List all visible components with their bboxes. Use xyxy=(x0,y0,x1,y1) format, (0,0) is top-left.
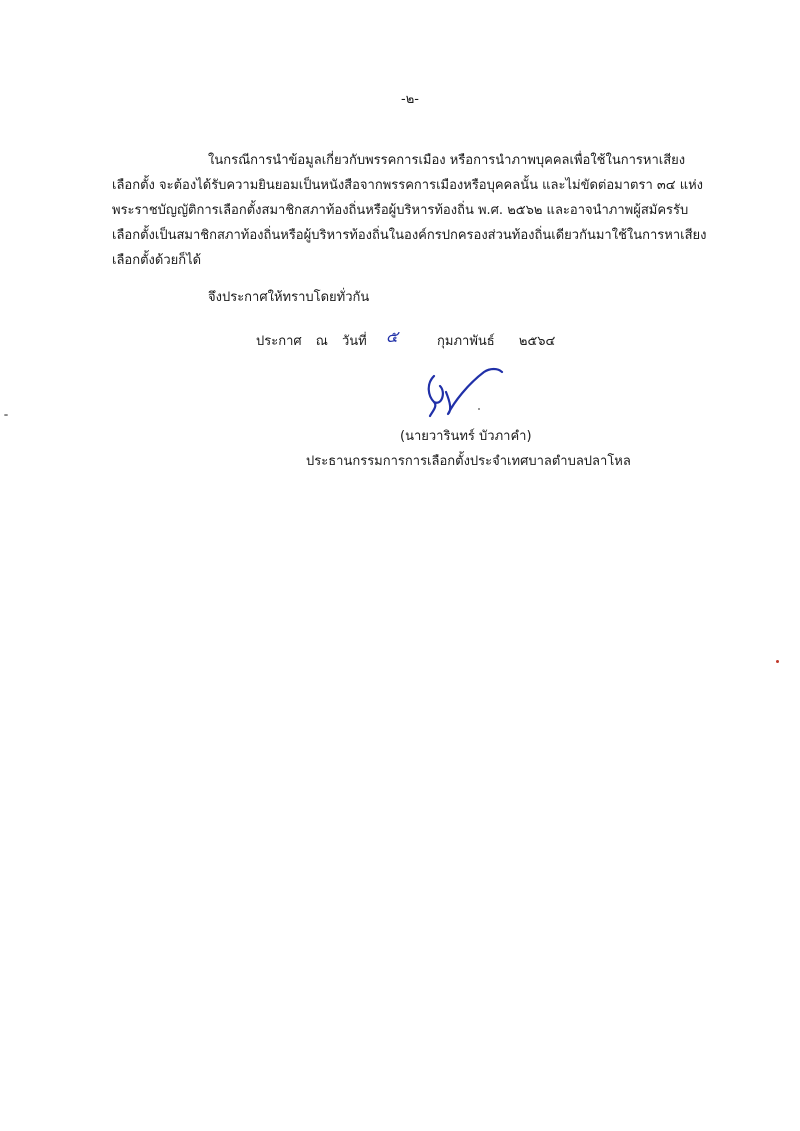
scan-speck xyxy=(4,414,8,416)
body-line: พระราชบัญญัติการเลือกตั้งสมาชิกสภาท้องถิ่นหรือผู้บริหารท้องถิ่น พ.ศ. ๒๕๖๒ และอาจนำภาพผู้สมัครรับ xyxy=(112,203,689,218)
announcement-at: ณ xyxy=(315,334,328,349)
announcement-date-line xyxy=(256,328,555,353)
closing-statement: จึงประกาศให้ทราบโดยทั่วกัน xyxy=(208,290,370,305)
scan-speck xyxy=(776,660,779,663)
signer-name: (นายวารินทร์ บัวภาคำ) xyxy=(400,429,532,444)
body-line: ในกรณีการนำข้อมูลเกี่ยวกับพรรคการเมือง หรือการนำภาพบุคคลเพื่อใช้ในการหาเสียง xyxy=(208,153,686,168)
body-paragraph xyxy=(112,148,722,273)
announcement-month: กุมภาพันธ์ xyxy=(437,334,495,349)
body-line: เลือกตั้ง จะต้องได้รับความยินยอมเป็นหนังสือจากพรรคการเมืองหรือบุคคลนั้น และไม่ขัดต่อมาตรา ๓๔ แห่ง xyxy=(112,178,704,193)
announcement-prefix: ประกาศ xyxy=(256,334,302,349)
signature-image xyxy=(418,362,508,422)
page-number: -๒- xyxy=(401,92,419,107)
scan-speck xyxy=(478,408,480,410)
body-line: เลือกตั้งเป็นสมาชิกสภาท้องถิ่นหรือผู้บริหารท้องถิ่นในองค์กรปกครองส่วนท้องถิ่นเดียวกันมาใช้ในการหาเสียง xyxy=(112,228,707,243)
handwritten-day: ๕ xyxy=(385,327,398,346)
signer-title: ประธานกรรมการการเลือกตั้งประจำเทศบาลตำบลปลาโหล xyxy=(306,454,631,469)
announcement-year: ๒๕๖๔ xyxy=(518,334,556,349)
body-line: เลือกตั้งด้วยก็ได้ xyxy=(112,253,202,268)
announcement-day-label: วันที่ xyxy=(341,334,367,349)
